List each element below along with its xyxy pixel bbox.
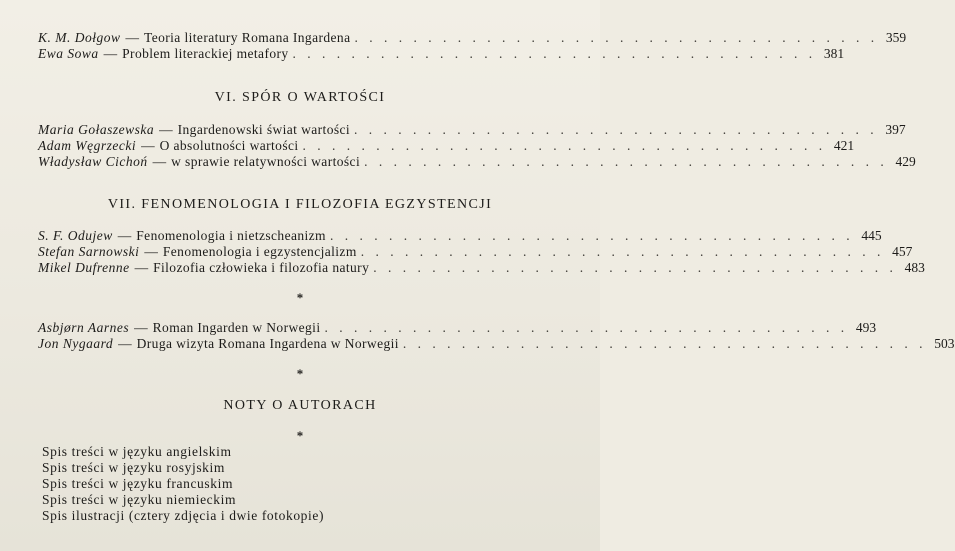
entry-author: Ewa Sowa bbox=[38, 46, 99, 61]
entry-page-number: 421 bbox=[833, 138, 855, 153]
entry-author: K. M. Dołgow bbox=[38, 30, 121, 45]
entry-dash: — bbox=[103, 46, 118, 61]
entry-page-number: 359 bbox=[885, 30, 907, 45]
section-heading: NOTY O AUTORACH bbox=[223, 398, 377, 413]
entry-author: Jon Nygaard bbox=[38, 336, 114, 351]
entry-dash: — bbox=[117, 228, 132, 243]
separator-asterisk: * bbox=[296, 290, 304, 305]
section-heading: VI. SPÓR O WARTOŚCI bbox=[214, 90, 386, 105]
appendix-item: Spis treści w języku niemieckim bbox=[42, 492, 237, 507]
toc-entry bbox=[38, 46, 845, 62]
dot-leader: . . . . . . . . . . . . . . . . . . . . . . . . . . . . . . . . . . . . bbox=[364, 154, 888, 169]
entry-title: Filozofia człowieka i filozofia natury bbox=[153, 260, 370, 275]
appendix-item: Spis ilustracji (cztery zdjęcia i dwie fotokopie) bbox=[42, 508, 325, 523]
entry-author: Maria Gołaszewska bbox=[38, 122, 155, 137]
dot-leader: . . . . . . . . . . . . . . . . . . . . . . . . . . . . . . . . . . . . bbox=[292, 46, 817, 61]
toc-entry bbox=[38, 260, 925, 276]
entry-dash: — bbox=[134, 320, 148, 335]
entry-author: S. F. Odujew bbox=[38, 228, 113, 243]
entry-author: Asbjørn Aarnes bbox=[38, 320, 130, 335]
entry-page-number: 503 bbox=[934, 336, 955, 351]
toc-entry bbox=[38, 244, 913, 260]
toc-entry bbox=[38, 122, 906, 138]
entry-dash: — bbox=[125, 30, 140, 45]
entry-dash: — bbox=[152, 154, 167, 169]
entry-author: Stefan Sarnowski bbox=[38, 244, 140, 259]
entry-page-number: 493 bbox=[855, 320, 877, 335]
toc-entry bbox=[38, 336, 955, 352]
appendix-item: Spis treści w języku angielskim bbox=[42, 444, 232, 459]
entry-title: Teoria literatury Romana Ingardena bbox=[144, 30, 351, 45]
entry-title: Druga wizyta Romana Ingardena w Norwegii bbox=[136, 336, 399, 351]
entry-title: Ingardenowski świat wartości bbox=[177, 122, 351, 137]
entry-page-number: 445 bbox=[861, 228, 882, 243]
dot-leader: . . . . . . . . . . . . . . . . . . . . . . . . . . . . . . . . . . . . bbox=[402, 336, 927, 351]
entry-author: Mikel Dufrenne bbox=[38, 260, 130, 275]
appendix-item: Spis treści w języku francuskim bbox=[42, 476, 234, 491]
toc-entry bbox=[38, 138, 855, 154]
entry-dash: — bbox=[144, 244, 158, 259]
section-heading: VII. FENOMENOLOGIA I FILOZOFIA EGZYSTENCJI bbox=[107, 197, 493, 212]
toc-entry bbox=[38, 154, 916, 170]
entry-page-number: 397 bbox=[885, 122, 906, 137]
toc-entry bbox=[38, 30, 907, 46]
entry-dash: — bbox=[134, 260, 149, 275]
entry-page-number: 457 bbox=[892, 244, 913, 259]
entry-title: w sprawie relatywności wartości bbox=[171, 154, 361, 169]
toc-entry bbox=[38, 228, 882, 244]
entry-dash: — bbox=[141, 138, 155, 153]
entry-title: Fenomenologia i nietzscheanizm bbox=[136, 228, 326, 243]
separator-asterisk: * bbox=[296, 366, 304, 381]
separator-asterisk: * bbox=[296, 428, 304, 443]
entry-title: Roman Ingarden w Norwegii bbox=[152, 320, 321, 335]
entry-dash: — bbox=[159, 122, 173, 137]
entry-page-number: 429 bbox=[895, 154, 916, 169]
dot-leader: . . . . . . . . . . . . . . . . . . . . . . . . . . . . . . . . . . . . bbox=[354, 30, 879, 45]
dot-leader: . . . . . . . . . . . . . . . . . . . . . . . . . . . . . . . . . . . . bbox=[302, 138, 827, 153]
entry-title: Problem literackiej metafory bbox=[122, 46, 289, 61]
entry-author: Adam Węgrzecki bbox=[38, 138, 137, 153]
dot-leader: . . . . . . . . . . . . . . . . . . . . . . . . . . . . . . . . . . . . bbox=[324, 320, 849, 335]
dot-leader: . . . . . . . . . . . . . . . . . . . . . . . . . . . . . . . . . . . . bbox=[354, 122, 878, 137]
entry-page-number: 483 bbox=[904, 260, 925, 275]
dot-leader: . . . . . . . . . . . . . . . . . . . . . . . . . . . . . . . . . . . . bbox=[360, 244, 885, 259]
dot-leader: . . . . . . . . . . . . . . . . . . . . . . . . . . . . . . . . . . . . bbox=[373, 260, 897, 275]
toc-entry bbox=[38, 320, 877, 336]
entry-title: Fenomenologia i egzystencjalizm bbox=[162, 244, 357, 259]
entry-page-number: 381 bbox=[823, 46, 845, 61]
appendix-item: Spis treści w języku rosyjskim bbox=[42, 460, 225, 475]
entry-dash: — bbox=[118, 336, 132, 351]
entry-author: Władysław Cichoń bbox=[38, 154, 148, 169]
dot-leader: . . . . . . . . . . . . . . . . . . . . . . . . . . . . . . . . . . . . bbox=[329, 228, 854, 243]
entry-title: O absolutności wartości bbox=[159, 138, 299, 153]
